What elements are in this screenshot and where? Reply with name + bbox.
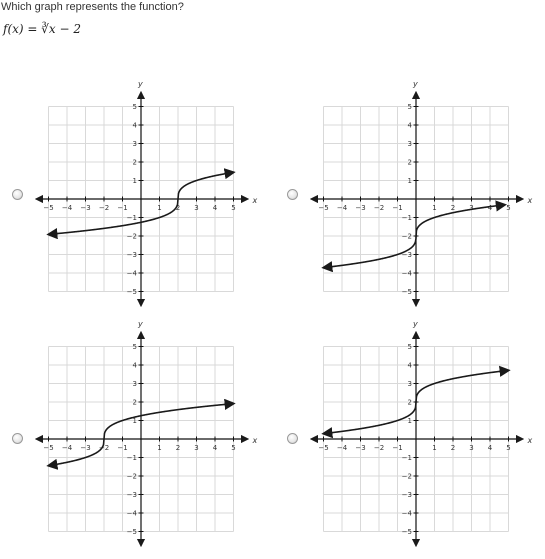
y-tick-label: 4 (132, 361, 137, 370)
x-tick-label: −2 (373, 204, 385, 212)
x-tick-label: 1 (432, 204, 437, 212)
y-tick-label: −5 (126, 528, 137, 536)
y-tick-label: −2 (126, 472, 137, 481)
x-tick-label: 1 (157, 204, 162, 212)
y-tick-label: −2 (401, 232, 412, 241)
x-tick-label: 4 (212, 444, 218, 452)
graph-option-b (303, 78, 535, 310)
y-tick-label: −4 (126, 269, 137, 278)
x-tick-label: 2 (450, 444, 456, 452)
x-tick-label: 1 (157, 444, 162, 452)
x-tick-label: −5 (318, 204, 329, 212)
y-tick-label: 1 (407, 177, 412, 185)
x-axis-label: x (252, 436, 258, 445)
x-tick-label: −4 (336, 444, 348, 452)
y-tick-label: −5 (126, 288, 137, 296)
x-tick-label: −1 (392, 444, 403, 452)
graph-option-a (28, 78, 260, 310)
x-tick-label: 4 (487, 204, 493, 212)
x-axis-label: x (527, 436, 533, 445)
x-tick-label: 5 (231, 204, 236, 212)
x-tick-label: 3 (469, 444, 474, 452)
x-tick-label: −3 (80, 204, 91, 212)
y-tick-label: 1 (132, 177, 137, 185)
y-tick-label: 4 (407, 361, 412, 370)
x-tick-label: −4 (61, 204, 73, 212)
y-tick-label: −3 (401, 491, 412, 499)
y-tick-label: −2 (126, 232, 137, 241)
y-tick-label: −2 (401, 472, 412, 481)
x-tick-label: 2 (450, 204, 456, 212)
graph-option-c (28, 322, 260, 554)
y-tick-label: −3 (126, 491, 137, 499)
y-tick-label: −5 (401, 288, 412, 296)
x-tick-label: −2 (98, 204, 110, 212)
x-tick-label: 3 (469, 204, 474, 212)
y-axis-label: y (138, 322, 143, 329)
y-tick-label: 5 (407, 103, 412, 111)
radio-option-d[interactable] (287, 433, 298, 444)
y-tick-label: −4 (126, 509, 137, 518)
y-tick-label: 3 (407, 380, 412, 388)
y-tick-label: 3 (132, 140, 137, 148)
y-tick-label: 2 (132, 398, 137, 407)
y-tick-label: 4 (132, 121, 137, 130)
x-tick-label: 3 (194, 204, 199, 212)
y-axis-label: y (413, 322, 418, 329)
x-tick-label: −3 (80, 444, 91, 452)
x-tick-label: −1 (392, 204, 403, 212)
y-tick-label: 4 (407, 121, 412, 130)
x-tick-label: 2 (175, 444, 181, 452)
x-tick-label: 3 (194, 444, 199, 452)
x-tick-label: −2 (98, 444, 110, 452)
y-tick-label: 2 (407, 398, 412, 407)
y-tick-label: 3 (132, 380, 137, 388)
y-tick-label: −4 (401, 269, 412, 278)
y-tick-label: 5 (407, 343, 412, 351)
y-tick-label: −3 (126, 251, 137, 259)
graph-option-d (303, 322, 535, 554)
y-axis-label: y (138, 79, 143, 89)
y-tick-label: 3 (407, 140, 412, 148)
x-tick-label: 5 (506, 444, 511, 452)
y-tick-label: 5 (132, 103, 137, 111)
x-tick-label: −4 (61, 444, 73, 452)
x-tick-label: −1 (117, 204, 128, 212)
y-tick-label: −1 (401, 214, 412, 222)
x-tick-label: 4 (487, 444, 493, 452)
y-tick-label: −1 (126, 454, 137, 462)
x-tick-label: 5 (506, 204, 511, 212)
y-tick-label: −3 (401, 251, 412, 259)
x-tick-label: −5 (318, 444, 329, 452)
y-tick-label: 2 (132, 158, 137, 167)
x-tick-label: 5 (231, 444, 236, 452)
y-tick-label: 1 (132, 417, 137, 425)
x-tick-label: −3 (355, 204, 366, 212)
y-tick-label: 2 (407, 158, 412, 167)
radio-option-b[interactable] (287, 189, 298, 200)
x-tick-label: −3 (355, 444, 366, 452)
y-axis-label: y (413, 79, 418, 89)
radio-option-c[interactable] (12, 433, 23, 444)
y-tick-label: −1 (401, 454, 412, 462)
x-tick-label: −2 (373, 444, 385, 452)
x-tick-label: −5 (43, 204, 54, 212)
function-formula: f(x) = ∛x − 2 (3, 22, 81, 36)
y-tick-label: −1 (126, 214, 137, 222)
x-tick-label: −1 (117, 444, 128, 452)
radio-option-a[interactable] (12, 189, 23, 200)
y-tick-label: −5 (401, 528, 412, 536)
x-axis-label: x (252, 196, 258, 205)
x-tick-label: −4 (336, 204, 348, 212)
question-prompt: Which graph represents the function? (1, 1, 184, 13)
x-axis-label: x (527, 196, 533, 205)
y-tick-label: 5 (132, 343, 137, 351)
x-tick-label: −5 (43, 444, 54, 452)
y-tick-label: −4 (401, 509, 412, 518)
y-tick-label: 1 (407, 417, 412, 425)
x-tick-label: 2 (175, 204, 181, 212)
x-tick-label: 1 (432, 444, 437, 452)
x-tick-label: 4 (212, 204, 218, 212)
